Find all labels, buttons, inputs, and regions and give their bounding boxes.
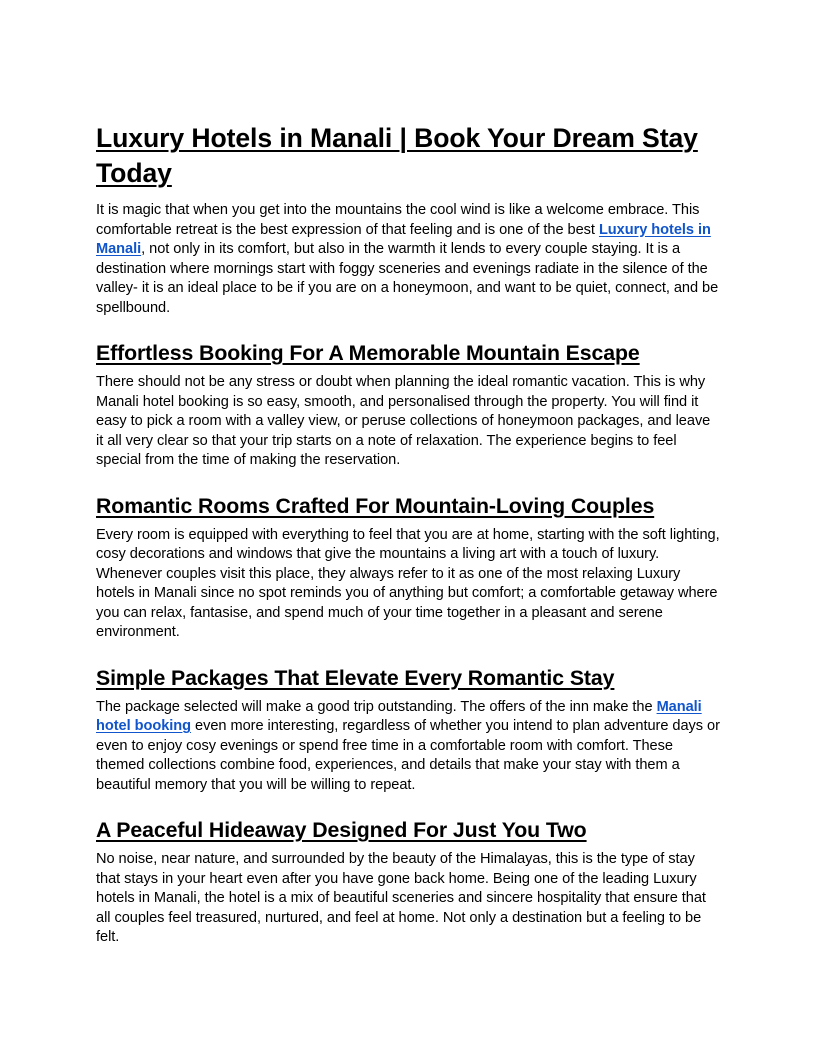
intro-paragraph (96, 201, 720, 318)
packages-text-before-link: The package selected will make a good trip outstanding. The offers of the inn make the (96, 698, 657, 715)
packages-text-after-link: even more interesting, regardless of whether you intend to plan adventure days or even to enjoy cosy evenings or spend free time in a comfortable room with comfort. These themed collections combine food, experiences, and details that make your stay with them a beautiful memory that you will be willing to repeat. (96, 718, 720, 793)
luxury-hotels-link[interactable]: Luxury hotels in Manali (96, 221, 711, 257)
manali-hotel-booking-link[interactable]: Manali hotel booking (96, 698, 702, 734)
section-body-booking: There should not be any stress or doubt when planning the ideal romantic vacation. This is why Manali hotel booking is so easy, smooth, and personalised through the property. You will find it easy to pick a room with a valley view, or peruse collections of honeymoon packages, and leave it all very clear so that your trip starts on a note of relaxation. The experience begins to feel special from the time of making the reservation. (96, 374, 711, 468)
section-body-rooms: Every room is equipped with everything to feel that you are at home, starting with the soft lighting, cosy decorations and windows that give the mountains a living art with a touch of luxury. Whenever couples visit this place, they always refer to it as one of the most relaxing Luxury hotels in Manali since no spot reminds you of anything but comfort; a comfortable getaway where you can relax, fantasise, and spend much of your time together in a pleasant and serene environment. (96, 526, 720, 640)
section-body-hideaway: No noise, near nature, and surrounded by the beauty of the Himalayas, this is the type of stay that stays in your heart even after you have gone back home. Being one of the leading Luxury hotels in Manali, the hotel is a mix of beautiful sceneries and sincere hospitality that ensure that all couples feel treasured, nurtured, and feel at home. Not only a destination but a feeling to be felt. (96, 851, 706, 945)
page-title: Luxury Hotels in Manali | Book Your Dream Stay Today (96, 123, 698, 188)
section-body-packages (96, 698, 720, 796)
section-heading-booking: Effortless Booking For A Memorable Mountain Escape (96, 341, 640, 365)
section-heading-hideaway: A Peaceful Hideaway Designed For Just You Two (96, 818, 587, 842)
section-heading-packages: Simple Packages That Elevate Every Romantic Stay (96, 665, 615, 690)
intro-text-after-link: , not only in its comfort, but also in the warmth it lends to every couple staying. It is a destination where mornings start with foggy sceneries and evenings radiate in the silence of the valley- it is an ideal place to be if you are on a honeymoon, and want to be quiet, connect, and be spellbound. (96, 241, 719, 316)
intro-text-before-link: It is magic that when you get into the mountains the cool wind is like a welcome embrace. This comfortable retreat is the best expression of that feeling and is one of the best (96, 202, 700, 238)
section-heading-rooms: Romantic Rooms Crafted For Mountain-Loving Couples (96, 493, 655, 518)
